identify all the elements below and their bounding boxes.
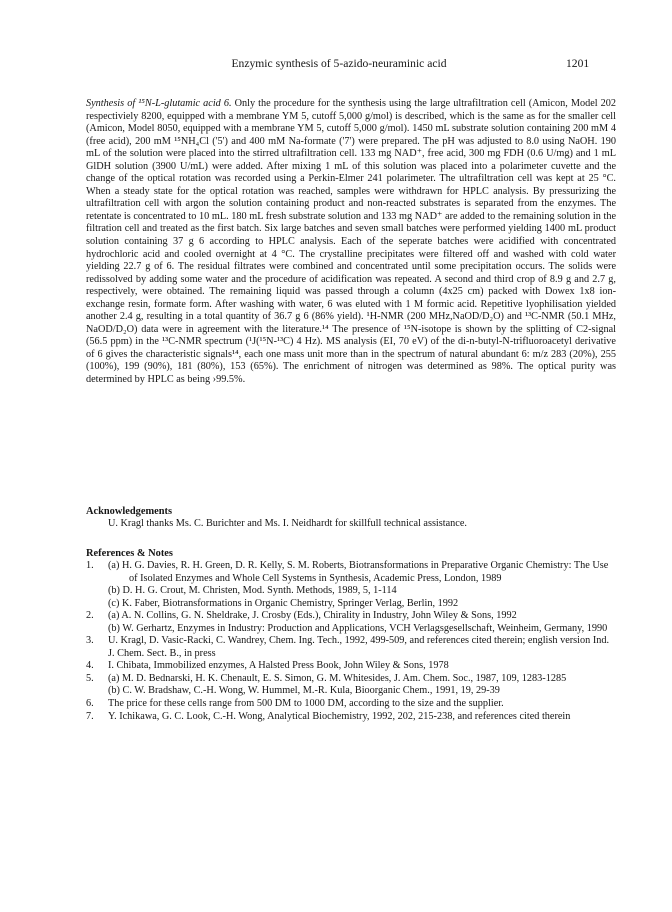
reference-part: (b) C. W. Bradshaw, C.-H. Wong, W. Hummel, M.-R. Kula, Bioorganic Chem., 1991, 19, 29-39 [108, 685, 500, 697]
reference-number: 6. [86, 698, 94, 710]
reference-item [86, 635, 616, 660]
page-number: 1201 [566, 57, 590, 70]
reference-part: (b) W. Gerhartz, Enzymes in Industry: Production and Applications, VCH Verlagsgesellschaft, Weinheim, Germany, 1990 [108, 622, 608, 634]
reference-part: I. Chibata, Immobilized enzymes, A Halsted Press Book, John Wiley & Sons, 1978 [108, 660, 449, 672]
reference-item [86, 660, 616, 673]
synthesis-heading: Synthesis of ¹⁵N-L-glutamic acid 6. [86, 98, 232, 109]
reference-item [86, 673, 616, 698]
reference-number: 3. [86, 635, 94, 647]
reference-item [86, 610, 616, 635]
running-title: Enzymic synthesis of 5-azido-neuraminic acid [231, 57, 447, 70]
references-list [86, 560, 616, 723]
reference-part: The price for these cells range from 500 DM to 1000 DM, according to the size and the supplier. [108, 698, 504, 710]
reference-item [86, 560, 616, 610]
reference-number: 5. [86, 672, 94, 684]
running-head [0, 57, 672, 73]
references-heading: References & Notes [86, 548, 173, 559]
acknowledgements-heading: Acknowledgements [86, 506, 173, 517]
reference-number: 7. [86, 710, 94, 722]
reference-part: (a) H. G. Davies, R. H. Green, D. R. Kelly, S. M. Roberts, Biotransformations in Preparative Organic Chemistry: The Use of Isolated Enzymes and Whole Cell Systems in Synthesis, Academic Press, London, 1989 [108, 560, 609, 584]
reference-part: (c) K. Faber, Biotransformations in Organic Chemistry, Springer Verlag, Berlin, 1992 [108, 597, 459, 609]
reference-part: U. Kragl, D. Vasic-Racki, C. Wandrey, Chem. Ing. Tech., 1992, 499-509, and references cited therein; english version Ind. J. Chem. Sect. B., in press [108, 635, 610, 659]
reference-number: 1. [86, 560, 94, 571]
synthesis-paragraph [86, 98, 616, 387]
reference-number: 2. [86, 610, 94, 622]
synthesis-text: Only the procedure for the synthesis using the large ultrafiltration cell (Amicon, Model 202 respectiviely 8200, equipped with a membrane YM 5, cutoff 5,000 g/mol) is described, which is the same as for the smaller cell (Amicon, Model 8050, equipped with a membrane YM 5, cutoff 5,000 g/mol). 1450 mL substrate solution containing 200 mM 4 (free acid), 200 mM ¹⁵NH₄Cl ('5') and 400 mM Na-formate ('7') were prepared. The pH was adjusted to 8.0 using NaOH. 190 mL of the solution were placed into the stirred ultrafiltration cell. 133 mg NAD⁺, free acid, 300 mg FDH (0.6 U/mg) and 1 mL GlDH solution (3900 U/mL) were added. After mixing 1 mL of this solution was placed into a polarimeter cuvette and the change of the optical rotation was recorded using a Perkin-Elmer 241 polarimeter. The ultrafiltration cell was kept at 25 °C. When a steady state for the optical rotation was reached, samples were withdrawn for HPLC analysis. By pressurizing the ultrafiltration cell with argon the solution containing product and non-reacted substrates is separated from the enzymes. The retentate is concentrated to 10 mL. 180 mL fresh substrate solution and 133 mg NAD⁺ are added to the remaining solution in the filtration cell and treated as the first batch. Six large batches and seven small batches were performed yielding 1400 mL product solution containing 37 g 6 according to HPLC analysis. Each of the seperate batches were acidified with concentrated hydrochloric acid and cooled overnight at 4 °C. The crystalline precipitates were filtered off and washed with cold water yielding 22.7 g of 6. The residual filtrates were combined and concentrated until some precipitation occurs. The solids were redissolved by adding some water and the procedure of acidification was repeated. A second and third crop of 8.9 g and 2.7 g, respectively, were obtained. The remaining liquid was passed through a column (4x25 cm) packed with Dowex 1x8 ion-exchange resin, formate form. After washing with water, 6 was eluted with 1 M formic acid. Repetitive lyophilisation yielded another 2.4 g, resulting in a total quantity of 36.7 g 6 (86% yield). ¹H-NMR (200 MHz,NaOD/D₂O) and ¹³C-NMR (50.1 MHz, NaOD/D₂O) data were in agreement with the literature.¹⁴ The presence of ¹⁵N-isotope is shown by the splitting of C2-signal (56.5 ppm) in the ¹³C-NMR spectrum (¹J(¹⁵N-¹³C) 4 Hz). MS analysis (EI, 70 eV) of the di-n-butyl-N-trifluoroacetyl derivative of 6 gives the characteristic signals¹⁴, each one mass unit more than in the spectrum of natural abundant 6: m/z 283 (20%), 255 (100%), 199 (90%), 181 (80%), 153 (65%). The enrichment of nitrogen was determined as 98%. The optical purity was determined by HPLC as being ›99.5%. [86, 98, 617, 386]
reference-item [86, 711, 616, 724]
reference-part: (b) D. H. G. Crout, M. Christen, Mod. Synth. Methods, 1989, 5, 1-114 [108, 585, 397, 597]
acknowledgements-section [86, 506, 616, 531]
reference-part: (a) A. N. Collins, G. N. Sheldrake, J. Crosby (Eds.), Chirality in Industry, John Wiley & Sons, 1992 [108, 610, 517, 622]
acknowledgements-text: U. Kragl thanks Ms. C. Burichter and Ms. I. Neidhardt for skillfull technical assistance. [108, 518, 467, 529]
reference-part: Y. Ichikawa, G. C. Look, C.-H. Wong, Analytical Biochemistry, 1992, 202, 215-238, and references cited therein [108, 710, 571, 722]
reference-part: (a) M. D. Bednarski, H. K. Chenault, E. S. Simon, G. M. Whitesides, J. Am. Chem. Soc., 1987, 109, 1283-1285 [108, 672, 567, 684]
references-section [86, 548, 616, 723]
reference-number: 4. [86, 660, 94, 672]
reference-item [86, 698, 616, 711]
